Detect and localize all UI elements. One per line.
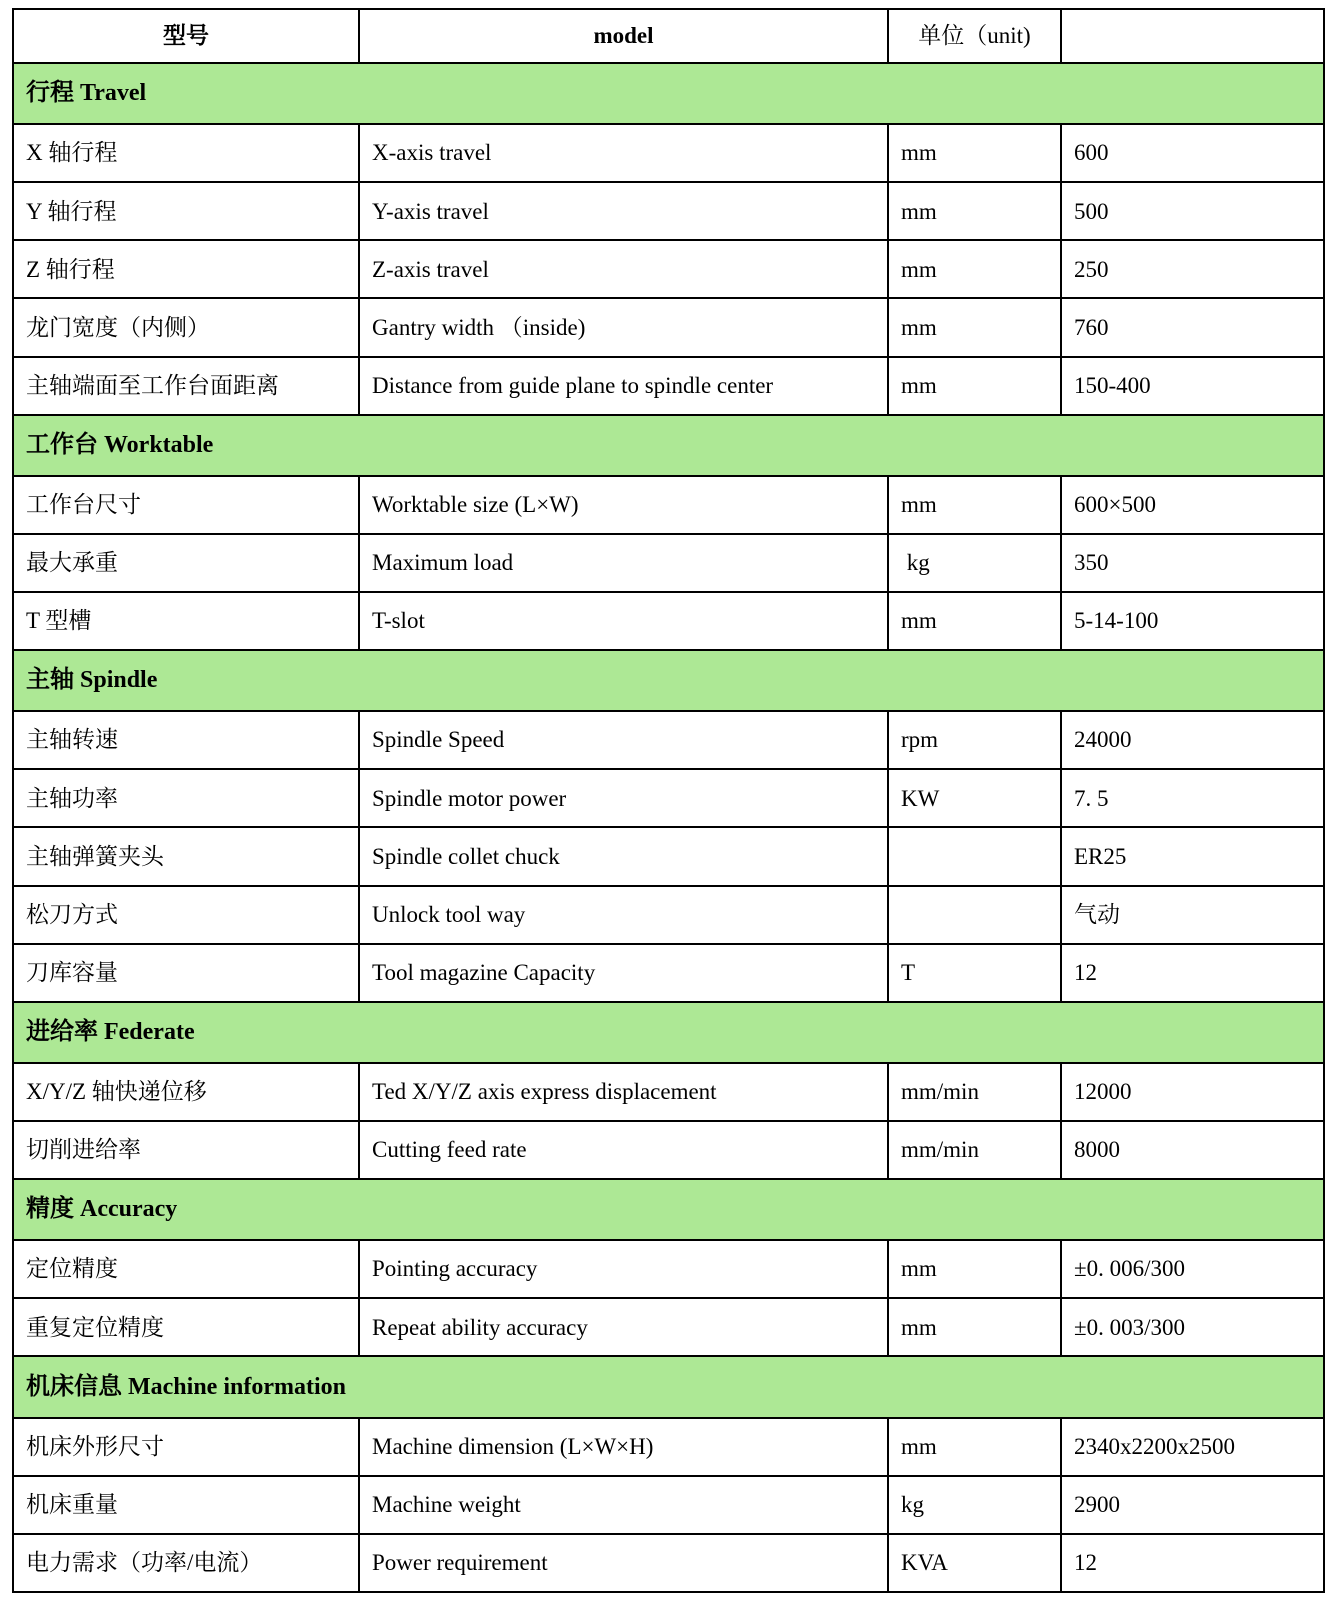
name-cn-cell: 刀库容量: [13, 944, 359, 1002]
value-cell: 600×500: [1061, 476, 1324, 534]
unit-cell: [888, 827, 1061, 885]
spec-row: [13, 1240, 1324, 1298]
name-cn-cell: Y 轴行程: [13, 182, 359, 240]
name-cn-cell: 主轴转速: [13, 711, 359, 769]
spec-row: [13, 124, 1324, 182]
value-cell: ±0. 003/300: [1061, 1298, 1324, 1356]
value-cell: ±0. 006/300: [1061, 1240, 1324, 1298]
name-cn-cell: 松刀方式: [13, 886, 359, 944]
name-cn-cell: 主轴功率: [13, 769, 359, 827]
header-model-cn: 型号: [13, 9, 359, 63]
value-cell: 8000: [1061, 1121, 1324, 1179]
section-title: 精度 Accuracy: [13, 1179, 1324, 1240]
unit-cell: mm/min: [888, 1121, 1061, 1179]
unit-cell: [888, 886, 1061, 944]
spec-row: [13, 592, 1324, 650]
section-title: 行程 Travel: [13, 63, 1324, 124]
name-en-cell: Machine dimension (L×W×H): [359, 1418, 888, 1476]
section-row: [13, 1179, 1324, 1240]
value-cell: 500: [1061, 182, 1324, 240]
unit-cell: mm: [888, 240, 1061, 298]
name-cn-cell: 工作台尺寸: [13, 476, 359, 534]
section-row: [13, 650, 1324, 711]
value-cell: 24000: [1061, 711, 1324, 769]
unit-cell: mm: [888, 124, 1061, 182]
unit-cell: mm: [888, 182, 1061, 240]
name-en-cell: Y-axis travel: [359, 182, 888, 240]
unit-cell: kg: [888, 534, 1061, 592]
unit-cell: mm/min: [888, 1063, 1061, 1121]
spec-row: [13, 1476, 1324, 1534]
name-cn-cell: 主轴弹簧夹头: [13, 827, 359, 885]
unit-cell: KW: [888, 769, 1061, 827]
value-cell: 2900: [1061, 1476, 1324, 1534]
value-cell: 760: [1061, 298, 1324, 356]
name-en-cell: Z-axis travel: [359, 240, 888, 298]
name-en-cell: Spindle collet chuck: [359, 827, 888, 885]
name-en-cell: Power requirement: [359, 1534, 888, 1592]
section-title: 进给率 Federate: [13, 1002, 1324, 1063]
unit-cell: mm: [888, 298, 1061, 356]
name-en-cell: Worktable size (L×W): [359, 476, 888, 534]
spec-row: [13, 1418, 1324, 1476]
spec-table-body: [13, 63, 1324, 1592]
name-cn-cell: 机床外形尺寸: [13, 1418, 359, 1476]
value-cell: 7. 5: [1061, 769, 1324, 827]
unit-cell: mm: [888, 1240, 1061, 1298]
unit-cell: KVA: [888, 1534, 1061, 1592]
spec-row: [13, 1063, 1324, 1121]
value-cell: 250: [1061, 240, 1324, 298]
name-cn-cell: T 型槽: [13, 592, 359, 650]
spec-row: [13, 1121, 1324, 1179]
section-row: [13, 63, 1324, 124]
name-en-cell: Unlock tool way: [359, 886, 888, 944]
section-title: 工作台 Worktable: [13, 415, 1324, 476]
name-cn-cell: 重复定位精度: [13, 1298, 359, 1356]
name-cn-cell: X/Y/Z 轴快递位移: [13, 1063, 359, 1121]
spec-row: [13, 534, 1324, 592]
header-value: [1061, 9, 1324, 63]
unit-cell: mm: [888, 1298, 1061, 1356]
section-title: 机床信息 Machine information: [13, 1356, 1324, 1417]
unit-cell: T: [888, 944, 1061, 1002]
name-en-cell: X-axis travel: [359, 124, 888, 182]
spec-row: [13, 827, 1324, 885]
name-en-cell: Machine weight: [359, 1476, 888, 1534]
name-cn-cell: 电力需求（功率/电流）: [13, 1534, 359, 1592]
spec-row: [13, 769, 1324, 827]
value-cell: 12000: [1061, 1063, 1324, 1121]
name-en-cell: Cutting feed rate: [359, 1121, 888, 1179]
header-row: [13, 9, 1324, 63]
name-cn-cell: 定位精度: [13, 1240, 359, 1298]
name-cn-cell: 切削进给率: [13, 1121, 359, 1179]
name-cn-cell: 机床重量: [13, 1476, 359, 1534]
unit-cell: mm: [888, 357, 1061, 415]
spec-row: [13, 711, 1324, 769]
spec-row: [13, 357, 1324, 415]
spec-row: [13, 298, 1324, 356]
value-cell: 600: [1061, 124, 1324, 182]
name-en-cell: Spindle motor power: [359, 769, 888, 827]
name-en-cell: Maximum load: [359, 534, 888, 592]
value-cell: 5-14-100: [1061, 592, 1324, 650]
name-en-cell: Ted X/Y/Z axis express displacement: [359, 1063, 888, 1121]
section-row: [13, 1356, 1324, 1417]
unit-cell: kg: [888, 1476, 1061, 1534]
value-cell: 12: [1061, 944, 1324, 1002]
name-en-cell: Gantry width （inside): [359, 298, 888, 356]
spec-row: [13, 1298, 1324, 1356]
unit-cell: mm: [888, 476, 1061, 534]
unit-cell: mm: [888, 1418, 1061, 1476]
value-cell: 12: [1061, 1534, 1324, 1592]
section-row: [13, 415, 1324, 476]
value-cell: 气动: [1061, 886, 1324, 944]
name-cn-cell: 最大承重: [13, 534, 359, 592]
value-cell: ER25: [1061, 827, 1324, 885]
machine-spec-table: [12, 8, 1325, 1593]
name-cn-cell: Z 轴行程: [13, 240, 359, 298]
section-title: 主轴 Spindle: [13, 650, 1324, 711]
spec-row: [13, 1534, 1324, 1592]
name-en-cell: Tool magazine Capacity: [359, 944, 888, 1002]
name-en-cell: Pointing accuracy: [359, 1240, 888, 1298]
name-en-cell: T-slot: [359, 592, 888, 650]
name-en-cell: Repeat ability accuracy: [359, 1298, 888, 1356]
header-model-en: model: [359, 9, 888, 63]
spec-row: [13, 886, 1324, 944]
spec-row: [13, 944, 1324, 1002]
unit-cell: mm: [888, 592, 1061, 650]
spec-row: [13, 182, 1324, 240]
section-row: [13, 1002, 1324, 1063]
value-cell: 2340x2200x2500: [1061, 1418, 1324, 1476]
unit-cell: rpm: [888, 711, 1061, 769]
name-cn-cell: X 轴行程: [13, 124, 359, 182]
name-en-cell: Distance from guide plane to spindle center: [359, 357, 888, 415]
name-cn-cell: 龙门宽度（内侧）: [13, 298, 359, 356]
name-en-cell: Spindle Speed: [359, 711, 888, 769]
header-unit: 单位（unit): [888, 9, 1061, 63]
value-cell: 150-400: [1061, 357, 1324, 415]
value-cell: 350: [1061, 534, 1324, 592]
spec-row: [13, 240, 1324, 298]
name-cn-cell: 主轴端面至工作台面距离: [13, 357, 359, 415]
spec-row: [13, 476, 1324, 534]
